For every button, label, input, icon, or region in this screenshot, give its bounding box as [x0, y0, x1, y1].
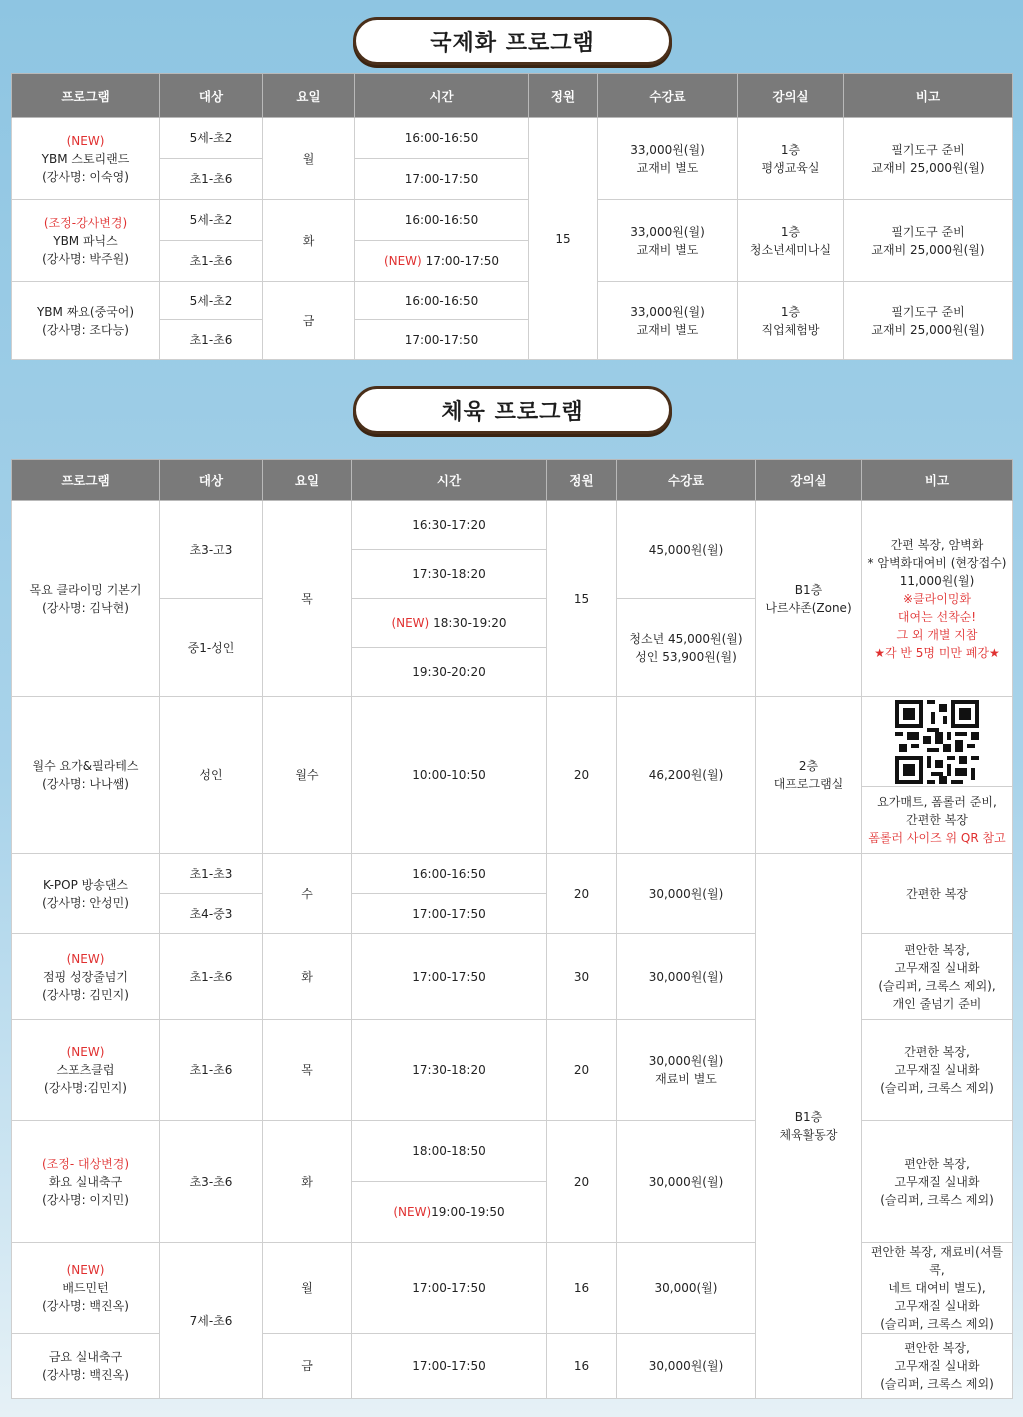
teacher-name: (강사명: 조다능) [42, 322, 129, 337]
program-cell [12, 1334, 160, 1399]
header-target: 대상 [160, 460, 263, 501]
fee-cell: 45,000원(월) [617, 501, 756, 599]
table-row [12, 1121, 1013, 1182]
note-cell [862, 1243, 1013, 1334]
program-name: 배드민턴 [62, 1281, 109, 1295]
table-row [12, 1020, 1013, 1121]
header-room: 강의실 [756, 460, 862, 501]
fee-line: 성인 53,900원(월) [635, 649, 737, 664]
program-name: 화요 실내축구 [48, 1174, 123, 1189]
teacher-name: (강사명: 백진옥) [42, 1368, 129, 1382]
note-line: 고무재질 실내화 [894, 960, 980, 975]
target-cell: 중1-성인 [160, 599, 263, 697]
fee-cell: 46,200원(월) [617, 697, 756, 854]
target-cell: 초1-초6 [160, 159, 263, 200]
program-cell [12, 934, 160, 1020]
target-cell: 초1-초6 [160, 1020, 263, 1121]
time-cell: 17:00-17:50 [352, 1243, 547, 1334]
note-line: ※클라이밍화 [902, 591, 971, 606]
note-line: 간편한 복장 [906, 813, 968, 827]
new-badge: (NEW) [383, 254, 422, 268]
table-header-row [12, 460, 1013, 501]
change-badge: (조정- 대상변경) [41, 1156, 130, 1171]
program-cell [12, 1121, 160, 1243]
room-cell [756, 854, 862, 1399]
note-line: 고무재질 실내화 [894, 1359, 980, 1373]
capacity-cell: 30 [547, 934, 617, 1020]
time-cell: 17:00-17:50 [355, 159, 529, 200]
table-row [12, 118, 1013, 159]
header-note: 비고 [862, 460, 1013, 501]
fee-amount: 30,000원(월) [648, 1054, 724, 1068]
program-cell [12, 118, 160, 200]
section-title-sports: 체육 프로그램 [353, 386, 672, 434]
day-cell: 수 [263, 854, 352, 934]
fee-cell: 30,000원(월) [617, 1121, 756, 1243]
day-cell: 화 [263, 1121, 352, 1243]
table-row [12, 200, 1013, 241]
note-line: 간편 복장, 암벽화 [890, 537, 984, 552]
program-cell [12, 854, 160, 934]
table-header-row [12, 74, 1013, 118]
capacity-cell: 20 [547, 1020, 617, 1121]
room-floor: B1층 [794, 1110, 823, 1124]
program-cell [12, 200, 160, 282]
target-cell: 5세-초2 [160, 200, 263, 241]
day-cell: 금 [263, 282, 355, 360]
program-name: K-POP 방송댄스 [42, 877, 129, 892]
note-line: ★각 반 5명 미만 폐강★ [874, 645, 1000, 660]
capacity-cell: 20 [547, 854, 617, 934]
note-line: 고무재질 실내화 [894, 1299, 980, 1313]
new-badge: (NEW) [391, 616, 430, 630]
note-line: 대여는 선착순! [897, 609, 977, 624]
table-row [12, 934, 1013, 1020]
fee-amount: 33,000원(월) [630, 304, 705, 319]
note-line: (슬리퍼, 크록스 제외) [880, 1192, 994, 1207]
note-cell [844, 282, 1013, 360]
fee-cell [598, 200, 738, 282]
fee-cell: 30,000원(월) [617, 934, 756, 1020]
room-cell [738, 282, 844, 360]
note-cell [862, 1121, 1013, 1243]
sports-program-table [11, 459, 1013, 1399]
time-cell: 17:30-18:20 [352, 550, 547, 599]
note-line: 필기도구 준비 [891, 304, 965, 319]
target-cell: 초1-초6 [160, 934, 263, 1020]
teacher-name: (강사명: 김낙현) [42, 600, 129, 615]
note-line: 폼롤러 사이즈 위 QR 참고 [868, 831, 1006, 845]
program-name: YBM 파닉스 [53, 233, 118, 248]
fee-cell: 30,000(월) [617, 1243, 756, 1334]
international-program-table [11, 73, 1013, 360]
capacity-cell: 16 [547, 1334, 617, 1399]
note-line: 편안한 복장, [904, 942, 970, 957]
teacher-name: (강사명: 이지민) [42, 1192, 129, 1207]
header-capacity: 정원 [547, 460, 617, 501]
time-cell: 17:00-17:50 [352, 894, 547, 934]
time-cell: 16:00-16:50 [355, 118, 529, 159]
room-floor: 2층 [798, 759, 819, 773]
time-cell: 18:00-18:50 [352, 1121, 547, 1182]
table-row [12, 697, 1013, 787]
note-cell [862, 934, 1013, 1020]
fee-cell [598, 282, 738, 360]
time-cell: 19:30-20:20 [352, 648, 547, 697]
note-line: (슬리퍼, 크록스 제외) [880, 1081, 994, 1095]
day-cell: 목 [263, 1020, 352, 1121]
note-line: * 암벽화대여비 (현장접수) [867, 555, 1007, 570]
day-cell: 금 [263, 1334, 352, 1399]
fee-extra: 재료비 별도 [655, 1072, 717, 1086]
time-cell: 16:00-16:50 [355, 200, 529, 241]
program-name: YBM 짜요(중국어) [36, 304, 135, 319]
target-cell: 5세-초2 [160, 118, 263, 159]
new-badge: (NEW) [66, 133, 105, 148]
teacher-name: (강사명:김민지) [44, 1081, 127, 1095]
program-name: 목요 클라이밍 기본기 [29, 582, 142, 597]
program-name: 점핑 성장줄넘기 [43, 969, 128, 984]
capacity-cell: 15 [547, 501, 617, 697]
time-cell: 17:30-18:20 [352, 1020, 547, 1121]
room-name: 대프로그램실 [773, 777, 844, 791]
time-value: 18:30-19:20 [433, 616, 507, 630]
header-target: 대상 [160, 74, 263, 118]
note-cell [862, 501, 1013, 697]
time-cell: 17:00-17:50 [352, 1334, 547, 1399]
note-line: 교재비 25,000원(월) [871, 322, 985, 337]
qr-code-image[interactable] [895, 700, 979, 784]
header-fee: 수강료 [617, 460, 756, 501]
day-cell: 월수 [263, 697, 352, 854]
note-line: (슬리퍼, 크록스 제외) [880, 1377, 994, 1391]
new-badge: (NEW) [66, 1045, 105, 1059]
header-note: 비고 [844, 74, 1013, 118]
teacher-name: (강사명: 김민지) [42, 987, 129, 1002]
note-cell [862, 1334, 1013, 1399]
time-value: 17:00-17:50 [425, 254, 500, 268]
target-cell: 초4-중3 [160, 894, 263, 934]
room-cell [756, 501, 862, 697]
program-cell [12, 1020, 160, 1121]
note-cell [862, 787, 1013, 854]
note-line: (슬리퍼, 크록스 제외) [880, 1317, 994, 1331]
new-badge: (NEW) [66, 951, 105, 966]
note-cell [844, 200, 1013, 282]
target-cell: 초1-초6 [160, 320, 263, 360]
fee-amount: 33,000원(월) [630, 142, 705, 157]
fee-extra: 교재비 별도 [636, 242, 699, 257]
room-floor: 1층 [780, 224, 801, 239]
time-cell: 16:00-16:50 [352, 854, 547, 894]
room-cell [738, 200, 844, 282]
time-cell: 17:00-17:50 [355, 320, 529, 360]
note-line: (슬리퍼, 크록스 제외), [878, 978, 996, 993]
note-cell [862, 1020, 1013, 1121]
teacher-name: (강사명: 나나쌤) [42, 777, 129, 791]
day-cell: 화 [263, 934, 352, 1020]
note-line: 필기도구 준비 [891, 142, 965, 157]
new-badge: (NEW) [66, 1263, 105, 1277]
note-line: 그 외 개별 지참 [896, 627, 978, 642]
program-cell [12, 501, 160, 697]
fee-cell: 30,000원(월) [617, 854, 756, 934]
header-fee: 수강료 [598, 74, 738, 118]
note-line: 교재비 25,000원(월) [871, 160, 985, 175]
note-line: 고무재질 실내화 [894, 1063, 980, 1077]
note-line: 고무재질 실내화 [894, 1174, 980, 1189]
fee-cell [598, 118, 738, 200]
capacity-cell: 16 [547, 1243, 617, 1334]
room-name: 평생교육실 [761, 160, 820, 175]
table-row [12, 282, 1013, 320]
section-title-international: 국제화 프로그램 [353, 17, 672, 65]
target-cell: 초1-초6 [160, 241, 263, 282]
note-line: 네트 대여비 별도), [888, 1281, 986, 1295]
time-cell [352, 1182, 547, 1243]
note-line: 편안한 복장, 재료비(셔틀콕, [870, 1245, 1004, 1277]
target-cell: 초1-초3 [160, 854, 263, 894]
fee-cell [617, 599, 756, 697]
program-cell [12, 1243, 160, 1334]
change-badge: (조정-강사변경) [43, 215, 128, 230]
new-badge: (NEW) [393, 1205, 432, 1219]
time-cell: 10:00-10:50 [352, 697, 547, 854]
day-cell: 월 [263, 1243, 352, 1334]
note-line: 교재비 25,000원(월) [871, 242, 985, 257]
capacity-cell: 15 [529, 118, 598, 360]
target-cell: 7세-초6 [160, 1243, 263, 1399]
note-cell [844, 118, 1013, 200]
room-floor: 1층 [780, 304, 801, 319]
header-time: 시간 [355, 74, 529, 118]
program-name: 월수 요가&필라테스 [32, 759, 139, 773]
day-cell: 월 [263, 118, 355, 200]
time-cell: 17:00-17:50 [352, 934, 547, 1020]
header-room: 강의실 [738, 74, 844, 118]
program-cell [12, 697, 160, 854]
teacher-name: (강사명: 백진옥) [42, 1299, 129, 1313]
fee-cell [617, 1020, 756, 1121]
capacity-cell: 20 [547, 697, 617, 854]
header-program: 프로그램 [12, 74, 160, 118]
capacity-cell: 20 [547, 1121, 617, 1243]
program-cell [12, 282, 160, 360]
note-line: 편안한 복장, [904, 1341, 970, 1355]
target-cell: 5세-초2 [160, 282, 263, 320]
time-cell [355, 241, 529, 282]
note-line: 간편한 복장, [904, 1045, 970, 1059]
room-name: 나르샤존(Zone) [765, 600, 852, 615]
room-name: 직업체험방 [761, 322, 820, 337]
time-cell: 16:30-17:20 [352, 501, 547, 550]
table-row [12, 1243, 1013, 1334]
teacher-name: (강사명: 박주원) [42, 251, 129, 266]
day-cell: 목 [263, 501, 352, 697]
target-cell: 성인 [160, 697, 263, 854]
header-program: 프로그램 [12, 460, 160, 501]
fee-amount: 33,000원(월) [630, 224, 705, 239]
note-line: 편안한 복장, [904, 1156, 970, 1171]
fee-cell: 30,000원(월) [617, 1334, 756, 1399]
note-line: 개인 줄넘기 준비 [892, 996, 982, 1011]
qr-cell [862, 697, 1013, 787]
note-cell: 간편한 복장 [862, 854, 1013, 934]
program-name: 금요 실내축구 [48, 1350, 123, 1364]
target-cell: 초3-고3 [160, 501, 263, 599]
fee-extra: 교재비 별도 [636, 322, 699, 337]
room-floor: B1층 [794, 582, 823, 597]
header-day: 요일 [263, 74, 355, 118]
fee-line: 청소년 45,000원(월) [629, 631, 743, 646]
time-value: 19:00-19:50 [431, 1205, 505, 1219]
note-line: 11,000원(월) [899, 573, 975, 588]
header-day: 요일 [263, 460, 352, 501]
teacher-name: (강사명: 안성민) [42, 895, 129, 910]
time-cell: 16:00-16:50 [355, 282, 529, 320]
target-cell: 초3-초6 [160, 1121, 263, 1243]
program-name: 스포츠클럽 [56, 1063, 115, 1077]
table-row [12, 501, 1013, 550]
room-name: 체육활동장 [779, 1128, 838, 1142]
room-cell [738, 118, 844, 200]
note-line: 요가매트, 폼롤러 준비, [877, 795, 997, 809]
teacher-name: (강사명: 이숙영) [42, 169, 129, 184]
note-line: 필기도구 준비 [891, 224, 965, 239]
room-floor: 1층 [780, 142, 801, 157]
header-time: 시간 [352, 460, 547, 501]
header-capacity: 정원 [529, 74, 598, 118]
table-row [12, 854, 1013, 894]
day-cell: 화 [263, 200, 355, 282]
room-cell [756, 697, 862, 854]
time-cell [352, 599, 547, 648]
fee-extra: 교재비 별도 [636, 160, 699, 175]
program-name: YBM 스토리랜드 [41, 151, 130, 166]
room-name: 청소년세미나실 [749, 242, 832, 257]
